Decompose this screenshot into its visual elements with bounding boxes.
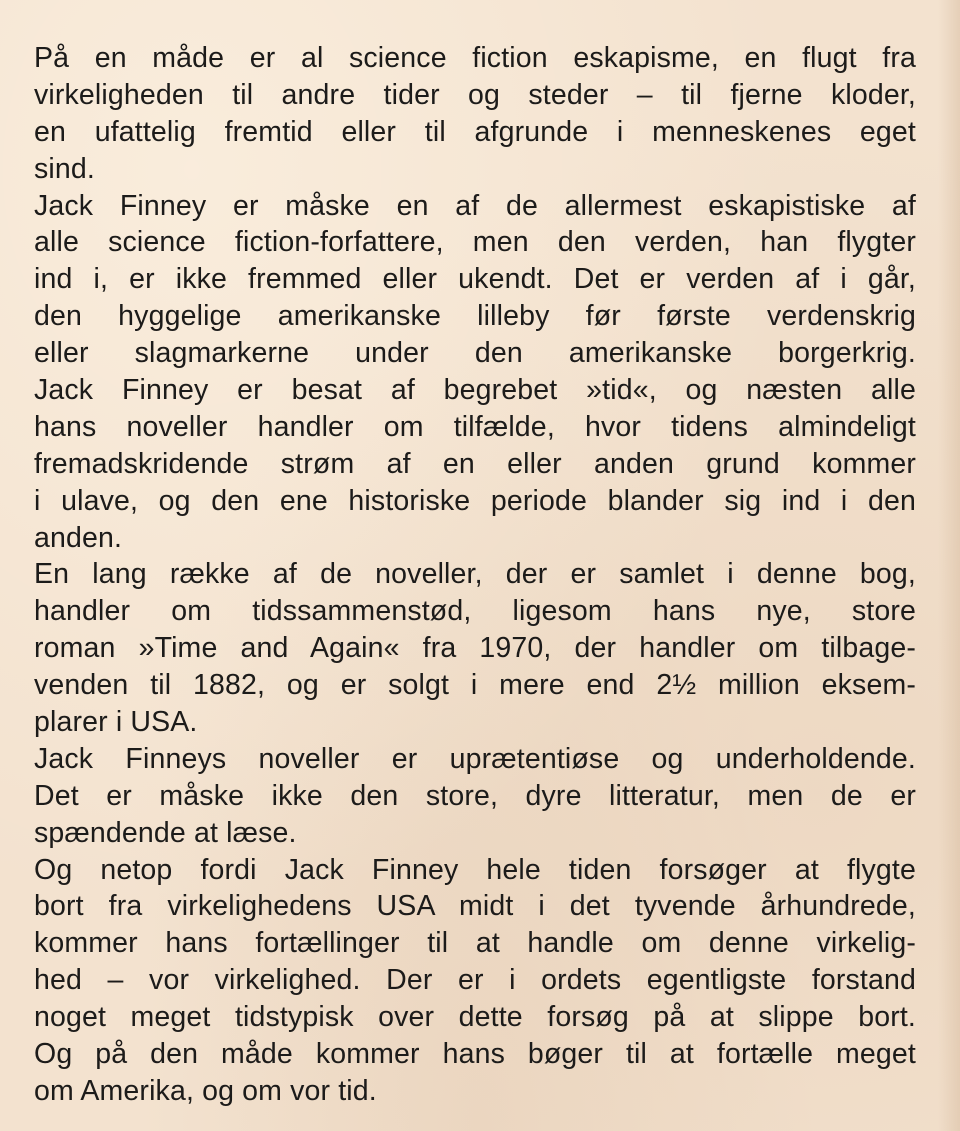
page-edge-shading — [938, 0, 960, 1131]
paragraph-2 — [34, 188, 916, 372]
paragraph-5 — [34, 741, 916, 852]
text-line: hans noveller handler om tilfælde, hvor tidens almindeligt — [34, 410, 916, 443]
text-line: fremadskridende strøm af en eller anden grund kommer — [34, 447, 916, 480]
paragraph-3 — [34, 372, 916, 556]
text-line: anden. — [34, 521, 123, 554]
text-line: Og netop fordi Jack Finney hele tiden forsøger at flygte — [34, 853, 916, 886]
back-cover-text — [34, 40, 916, 1110]
paragraph-4 — [34, 556, 916, 740]
text-line: Jack Finneys noveller er uprætentiøse og underholdende. — [34, 742, 916, 775]
paragraph-6 — [34, 852, 916, 1110]
text-line: En lang række af de noveller, der er samlet i denne bog, — [34, 558, 916, 591]
text-line: sind. — [34, 152, 95, 185]
text-line: venden til 1882, og er solgt i mere end 2½ million eksem- — [34, 669, 916, 702]
text-line: den hyggelige amerikanske lilleby før første verdenskrig — [34, 300, 916, 333]
text-line: Og på den måde kommer hans bøger til at fortælle meget — [34, 1038, 916, 1071]
text-line: om Amerika, og om vor tid. — [34, 1074, 377, 1107]
text-line: ind i, er ikke fremmed eller ukendt. Det er verden af i går, — [34, 263, 916, 296]
text-line: eller slagmarkerne under den amerikanske borgerkrig. — [34, 337, 916, 370]
text-line: bort fra virkelighedens USA midt i det tyvende århundrede, — [34, 890, 916, 923]
text-line: kommer hans fortællinger til at handle om denne virkelig- — [34, 927, 916, 960]
text-line: Det er måske ikke den store, dyre litteratur, men de er — [34, 779, 916, 812]
text-line: virkeligheden til andre tider og steder – til fjerne kloder, — [34, 78, 916, 111]
text-line: Jack Finney er måske en af de allermest eskapistiske af — [34, 189, 916, 222]
text-line: noget meget tidstypisk over dette forsøg på at slippe bort. — [34, 1001, 916, 1034]
paragraph-1 — [34, 40, 916, 188]
text-line: handler om tidssammenstød, ligesom hans nye, store — [34, 595, 916, 628]
text-line: hed – vor virkelighed. Der er i ordets egentligste forstand — [34, 964, 916, 997]
text-line: en ufattelig fremtid eller til afgrunde i menneskenes eget — [34, 115, 916, 148]
text-line: i ulave, og den ene historiske periode blander sig ind i den — [34, 484, 916, 517]
text-line: plarer i USA. — [34, 706, 198, 739]
text-line: På en måde er al science fiction eskapisme, en flugt fra — [34, 42, 916, 74]
text-line: Jack Finney er besat af begrebet »tid«, og næsten alle — [34, 374, 916, 407]
text-line: roman »Time and Again« fra 1970, der handler om tilbage- — [34, 632, 916, 665]
text-line: spændende at læse. — [34, 816, 297, 849]
text-line: alle science fiction-forfattere, men den verden, han flygter — [34, 226, 916, 259]
